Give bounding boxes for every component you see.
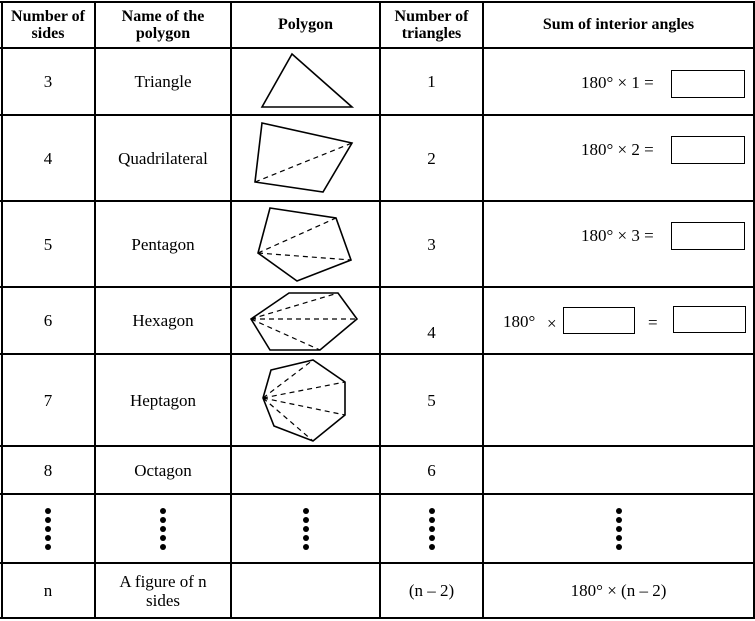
cell-triangle-count: 4 [427, 323, 436, 342]
angle-sum-expression: 180° × 3 = [581, 226, 654, 245]
header-name-of-polygon: Name of the polygon [121, 7, 205, 42]
cell-polygon-name: Heptagon [129, 390, 197, 410]
ellipsis-dots [232, 495, 379, 562]
times-sign: × [547, 314, 557, 333]
cell-triangle-count: 1 [427, 72, 436, 91]
header-polygon: Polygon [277, 16, 334, 33]
cell-triangle-count: 2 [427, 148, 436, 168]
cell-polygon-name: Quadrilateral [118, 148, 208, 168]
header-number-of-triangles: Number of triangles [394, 7, 469, 42]
header-number-of-sides: Number of sides [11, 7, 85, 42]
cell-triangle-count: 6 [427, 460, 436, 480]
ellipsis-dots [96, 495, 230, 562]
cell-polygon-name: A figure of n sides [119, 571, 207, 610]
cell-sides: n [43, 581, 53, 600]
cell-sides: 4 [43, 148, 53, 168]
angle-sum-expression: 180° × 1 = [581, 73, 654, 92]
cell-polygon-name: Triangle [134, 72, 192, 91]
equals-sign: = [648, 313, 658, 332]
cell-triangle-count: 3 [427, 234, 436, 254]
cell-sides: 6 [43, 311, 53, 330]
cell-polygon-name: Hexagon [132, 311, 194, 330]
cell-sides: 7 [43, 390, 53, 410]
header-sum-of-interior-angles: Sum of interior angles [542, 16, 695, 33]
cell-polygon-name: Octagon [134, 460, 192, 480]
angle-sum-base: 180° [503, 312, 536, 331]
cell-triangle-count: 5 [427, 390, 436, 410]
cell-polygon-name: Pentagon [131, 234, 195, 254]
ellipsis-dots [484, 495, 753, 562]
angle-sum-formula: 180° × (n – 2) [570, 581, 667, 600]
angle-sum-expression: 180° × 2 = [581, 140, 654, 159]
cell-sides: 3 [43, 72, 53, 91]
cell-sides: 5 [43, 234, 53, 254]
cell-triangle-count: (n – 2) [408, 581, 455, 600]
ellipsis-dots [2, 495, 94, 562]
cell-sides: 8 [43, 460, 53, 480]
ellipsis-dots [381, 495, 482, 562]
